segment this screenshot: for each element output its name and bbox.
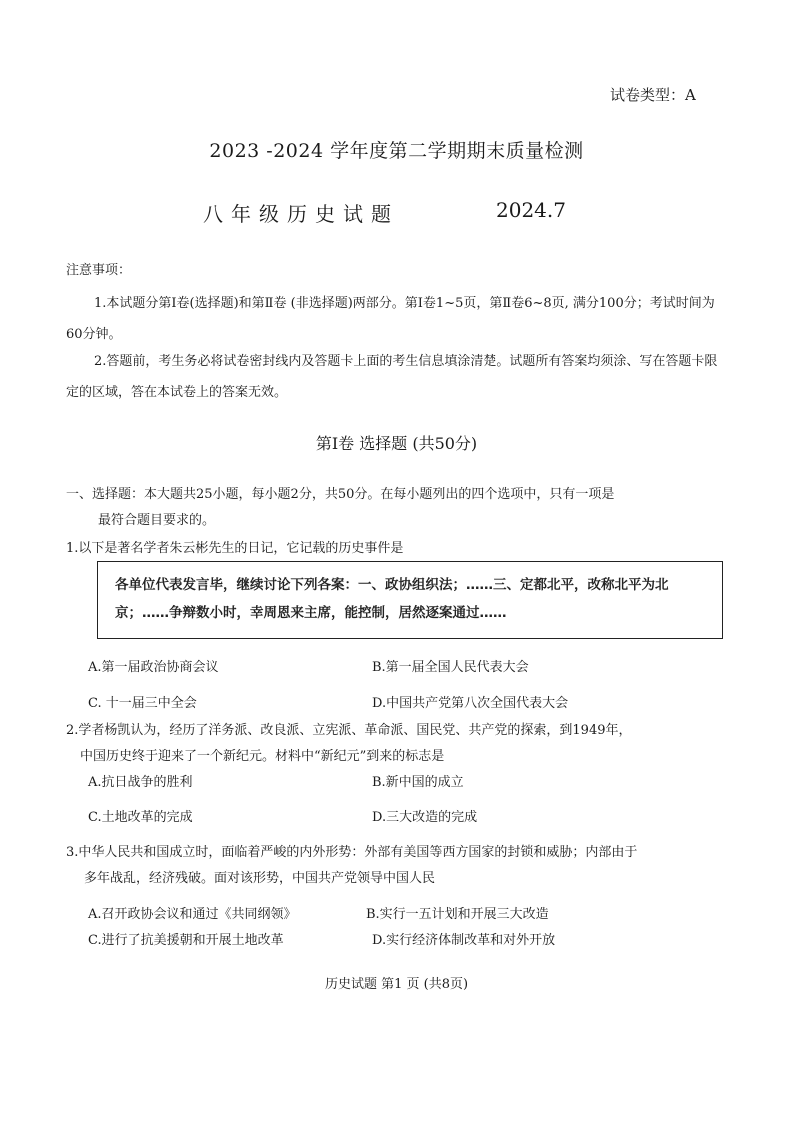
- question-1-option-b[interactable]: B.第一届全国人民代表大会: [372, 660, 529, 675]
- question-3-option-b[interactable]: B.实行一五计划和开展三大改造: [366, 907, 549, 922]
- question-2-option-d[interactable]: D.三大改造的完成: [372, 810, 478, 825]
- question-3-stem-line-1: 3.中华人民共和国成立时，面临着严峻的内外形势：外部有美国等西方国家的封锁和威胁；内部由于: [66, 845, 638, 860]
- question-3-option-c[interactable]: C.进行了抗美援朝和开展土地改革: [88, 933, 284, 948]
- notice-item-1: 1.本试题分第Ⅰ卷(选择题)和第Ⅱ卷 (非选择题)两部分。第Ⅰ卷1~5页，第Ⅱ卷6~8页, 满分100分；考试时间为60分钟。: [66, 296, 715, 342]
- notice-item-2: 2.答题前，考生务必将试卷密封线内及答题卡上面的考生信息填涂清楚。试题所有答案均须涂、写在答题卡限定的区域，答在本试卷上的答案无效。: [66, 354, 718, 400]
- question-2-stem-line-2: 中国历史终于迎来了一个新纪元。材料中“新纪元”到来的标志是: [80, 749, 445, 764]
- exam-title: 2023 -2024 学年度第二学期期末质量检测: [209, 140, 584, 162]
- instructions-line-1: 一、选择题：本大题共25小题，每小题2分，共50分。在每小题列出的四个选项中，只有一项是: [66, 487, 615, 502]
- instructions-line-2: 最符合题目要求的。: [98, 513, 216, 528]
- question-1-option-d[interactable]: D.中国共产党第八次全国代表大会: [372, 696, 569, 711]
- question-1-quote: 各单位代表发言毕，继续讨论下列各案：一、政协组织法；……三、定都北平，改称北平为北京；……争辩数小时，幸周恩来主席，能控制，居然逐案通过……: [115, 577, 669, 621]
- exam-subject: 八年级历史试题: [203, 202, 399, 226]
- question-3-option-a[interactable]: A.召开政协会议和通过《共同纲领》: [88, 907, 297, 922]
- notice-heading: 注意事项：: [66, 263, 132, 278]
- question-1-option-a[interactable]: A.第一届政治协商会议: [88, 660, 219, 675]
- question-2-stem-line-1: 2.学者杨凯认为，经历了洋务派、改良派、立宪派、革命派、国民党、共产党的探索，到1949年，: [66, 723, 632, 738]
- question-3-stem-line-2: 多年战乱，经济残破。面对该形势，中国共产党领导中国人民: [84, 871, 436, 886]
- section-title: 第Ⅰ卷 选择题 (共50分): [315, 434, 478, 453]
- question-3-option-d[interactable]: D.实行经济体制改革和对外开放: [372, 933, 556, 948]
- question-2-option-b[interactable]: B.新中国的成立: [372, 775, 464, 790]
- question-2-option-a[interactable]: A.抗日战争的胜利: [88, 775, 193, 790]
- question-1-quote-box: [97, 561, 723, 639]
- question-2-option-c[interactable]: C.土地改革的完成: [88, 810, 193, 825]
- question-1-option-c[interactable]: C. 十一届三中全会: [88, 696, 197, 711]
- question-1-stem: 1.以下是著名学者朱云彬先生的日记，它记载的历史事件是: [66, 541, 404, 556]
- exam-date: 2024.7: [496, 198, 566, 222]
- page-footer: 历史试题 第1 页 (共8页): [324, 977, 469, 992]
- paper-type: 试卷类型：A: [610, 86, 696, 104]
